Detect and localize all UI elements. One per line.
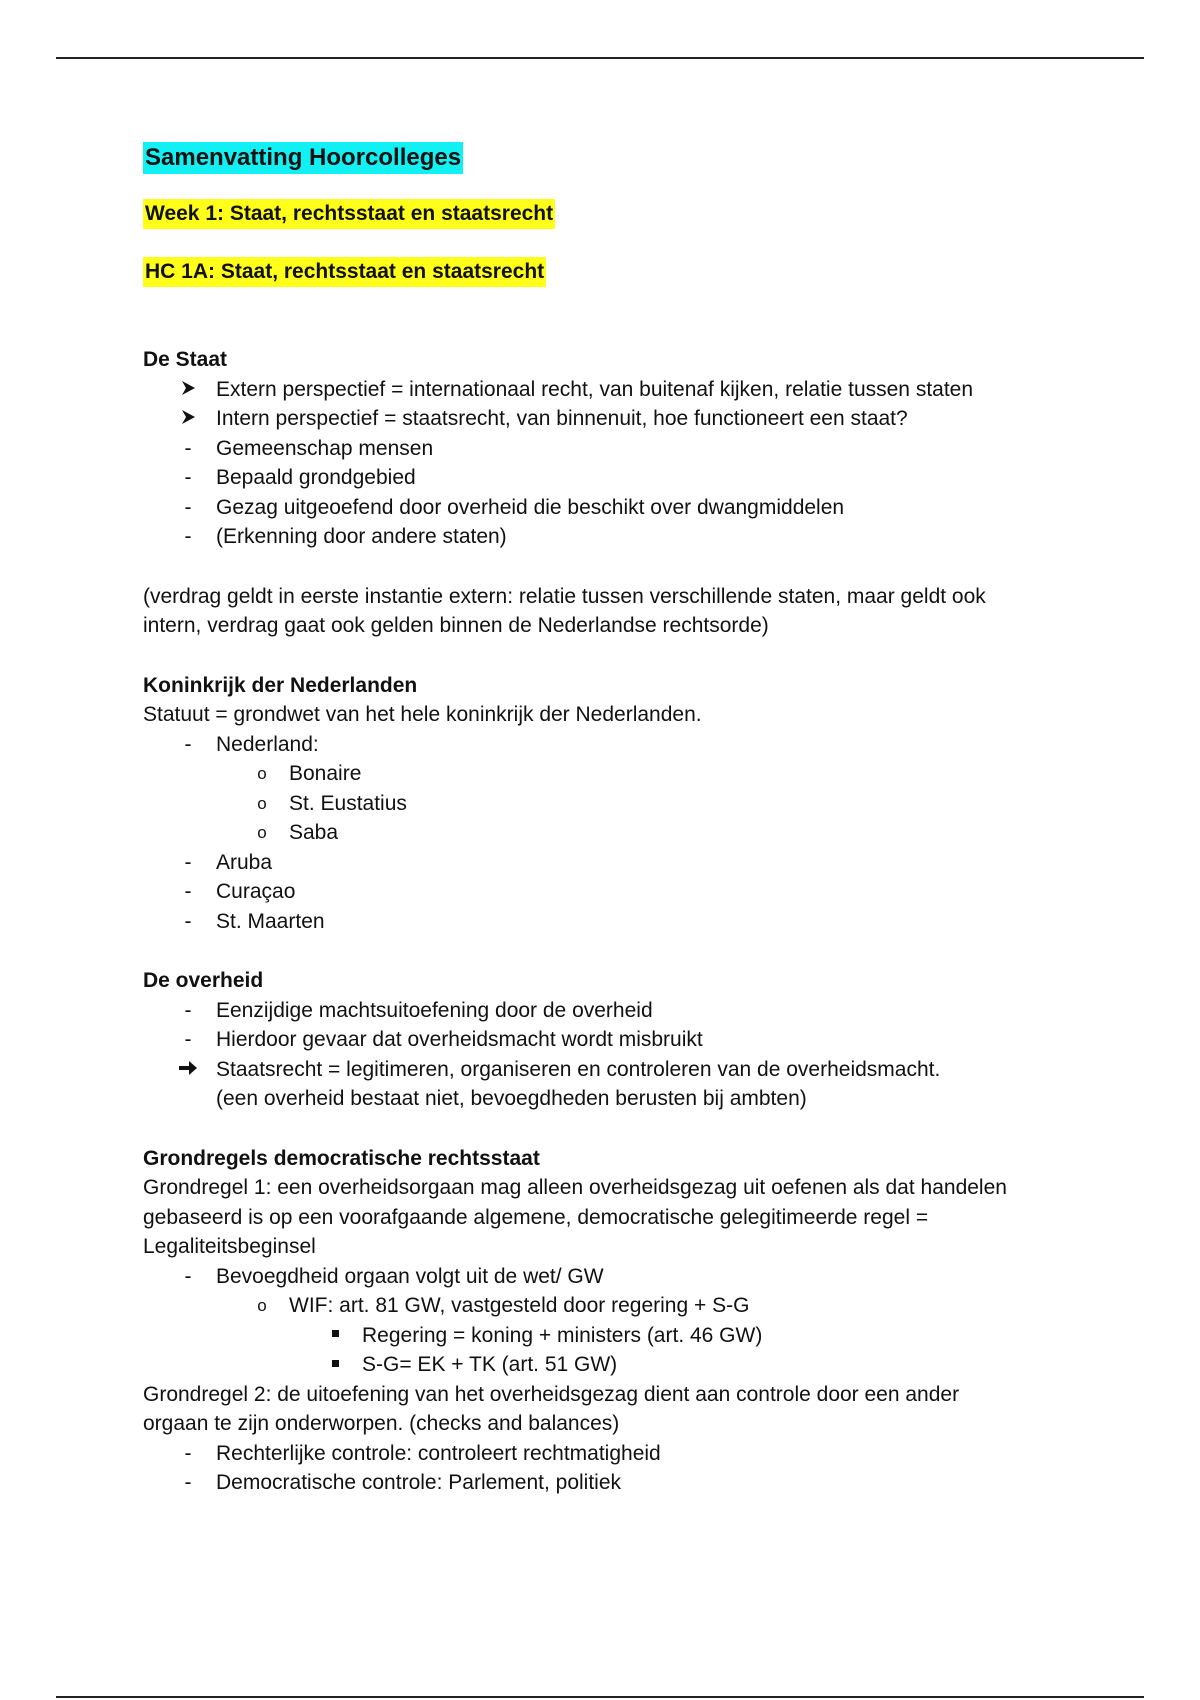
list-item: - St. Maarten — [143, 907, 1063, 937]
week-heading: Week 1: Staat, rechtsstaat en staatsrecht — [143, 199, 555, 229]
arrowhead-bullet-icon — [176, 375, 200, 405]
document-body — [143, 140, 1063, 1498]
footer-rule — [56, 1696, 1144, 1698]
dash-bullet-icon: - — [184, 525, 192, 548]
dash-bullet-icon: - — [184, 909, 192, 933]
regel1-line: Grondregel 1: een overheidsorgaan mag alleen overheidsgezag uit oefenen als dat handelen — [143, 1176, 1007, 1199]
regel2-line: Grondregel 2: de uitoefening van het overheidsgezag dient aan controle door een ander — [143, 1382, 960, 1406]
square-bullet-icon — [323, 1321, 347, 1351]
list-item: - Rechterlijke controle: controleert rechtmatigheid — [143, 1439, 1063, 1469]
list-item: - Eenzijdige machtsuitoefening door de overheid — [143, 996, 1063, 1026]
dash-bullet-icon: - — [184, 1471, 192, 1494]
dash-bullet-icon: - — [184, 732, 192, 756]
regel1-line: Legaliteitsbeginsel — [143, 1235, 316, 1258]
arrowhead-bullet-icon — [176, 404, 200, 434]
square-bullet-icon — [323, 1350, 347, 1380]
list-item: Extern perspectief = internationaal recht, van buitenaf kijken, relatie tussen staten — [143, 375, 1063, 405]
dash-bullet-icon: - — [184, 436, 192, 460]
list-item: o Saba — [143, 818, 1063, 848]
staat-heading: De Staat — [143, 348, 228, 371]
circle-bullet-icon: o — [257, 793, 267, 813]
list-item: Staatsrecht = legitimeren, organiseren en controleren van de overheidsmacht. — [143, 1055, 1063, 1085]
dash-bullet-icon: - — [184, 1441, 192, 1465]
list-item: Intern perspectief = staatsrecht, van binnenuit, hoe functioneert een staat? — [143, 404, 1063, 434]
staat-note-line: intern, verdrag gaat ook gelden binnen de Nederlandse rechtsorde) — [143, 614, 769, 637]
list-item: - Curaçao — [143, 877, 1063, 907]
circle-bullet-icon: o — [257, 823, 267, 842]
list-item: Regering = koning + ministers (art. 46 GW) — [143, 1321, 1063, 1351]
koninkrijk-heading: Koninkrijk der Nederlanden — [143, 673, 418, 697]
regel2-line: orgaan te zijn onderworpen. (checks and balances) — [143, 1412, 620, 1435]
list-item: - (Erkenning door andere staten) — [143, 522, 1063, 552]
circle-bullet-icon: o — [257, 1296, 267, 1315]
list-item: o WIF: art. 81 GW, vastgesteld door regering + S-G — [143, 1291, 1063, 1321]
document-title: Samenvatting Hoorcolleges — [143, 142, 463, 174]
statuut-text: Statuut = grondwet van het hele koninkrijk der Nederlanden. — [143, 703, 702, 726]
dash-bullet-icon: - — [184, 1264, 192, 1288]
regel1-line: gebaseerd is op een voorafgaande algemene, democratische gelegitimeerde regel = — [143, 1205, 929, 1229]
list-item: - Nederland: — [143, 730, 1063, 760]
list-item: o St. Eustatius — [143, 789, 1063, 819]
list-item: - Bevoegdheid orgaan volgt uit de wet/ GW — [143, 1262, 1063, 1292]
list-item: - Bepaald grondgebied — [143, 463, 1063, 493]
list-item: - Gemeenschap mensen — [143, 434, 1063, 464]
dash-bullet-icon: - — [184, 466, 192, 489]
circle-bullet-icon: o — [257, 764, 267, 783]
list-item: o Bonaire — [143, 759, 1063, 789]
list-item: - Gezag uitgeoefend door overheid die beschikt over dwangmiddelen — [143, 493, 1063, 523]
dash-bullet-icon: - — [184, 495, 192, 519]
title-row — [143, 142, 1063, 174]
dash-bullet-icon: - — [184, 1028, 192, 1051]
list-item: - Aruba — [143, 848, 1063, 878]
dash-bullet-icon: - — [184, 850, 192, 874]
staat-note-line: (verdrag geldt in eerste instantie extern: relatie tussen verschillende staten, maar geldt ook — [143, 584, 986, 608]
list-item: - Democratische controle: Parlement, politiek — [143, 1468, 1063, 1498]
dash-bullet-icon: - — [184, 998, 192, 1022]
dash-bullet-icon: - — [184, 880, 192, 903]
list-item: - Hierdoor gevaar dat overheidsmacht wordt misbruikt — [143, 1025, 1063, 1055]
header-rule — [56, 57, 1144, 59]
week-row — [143, 199, 1063, 229]
overheid-heading: De overheid — [143, 969, 264, 992]
hc-row — [143, 257, 1063, 287]
right-arrow-icon — [176, 1055, 200, 1085]
list-item-continuation: (een overheid bestaat niet, bevoegdheden berusten bij ambten) — [216, 1087, 807, 1110]
grondregels-heading: Grondregels democratische rechtsstaat — [143, 1146, 540, 1170]
list-item: S-G= EK + TK (art. 51 GW) — [143, 1350, 1063, 1380]
hc-heading: HC 1A: Staat, rechtsstaat en staatsrecht — [143, 257, 546, 287]
